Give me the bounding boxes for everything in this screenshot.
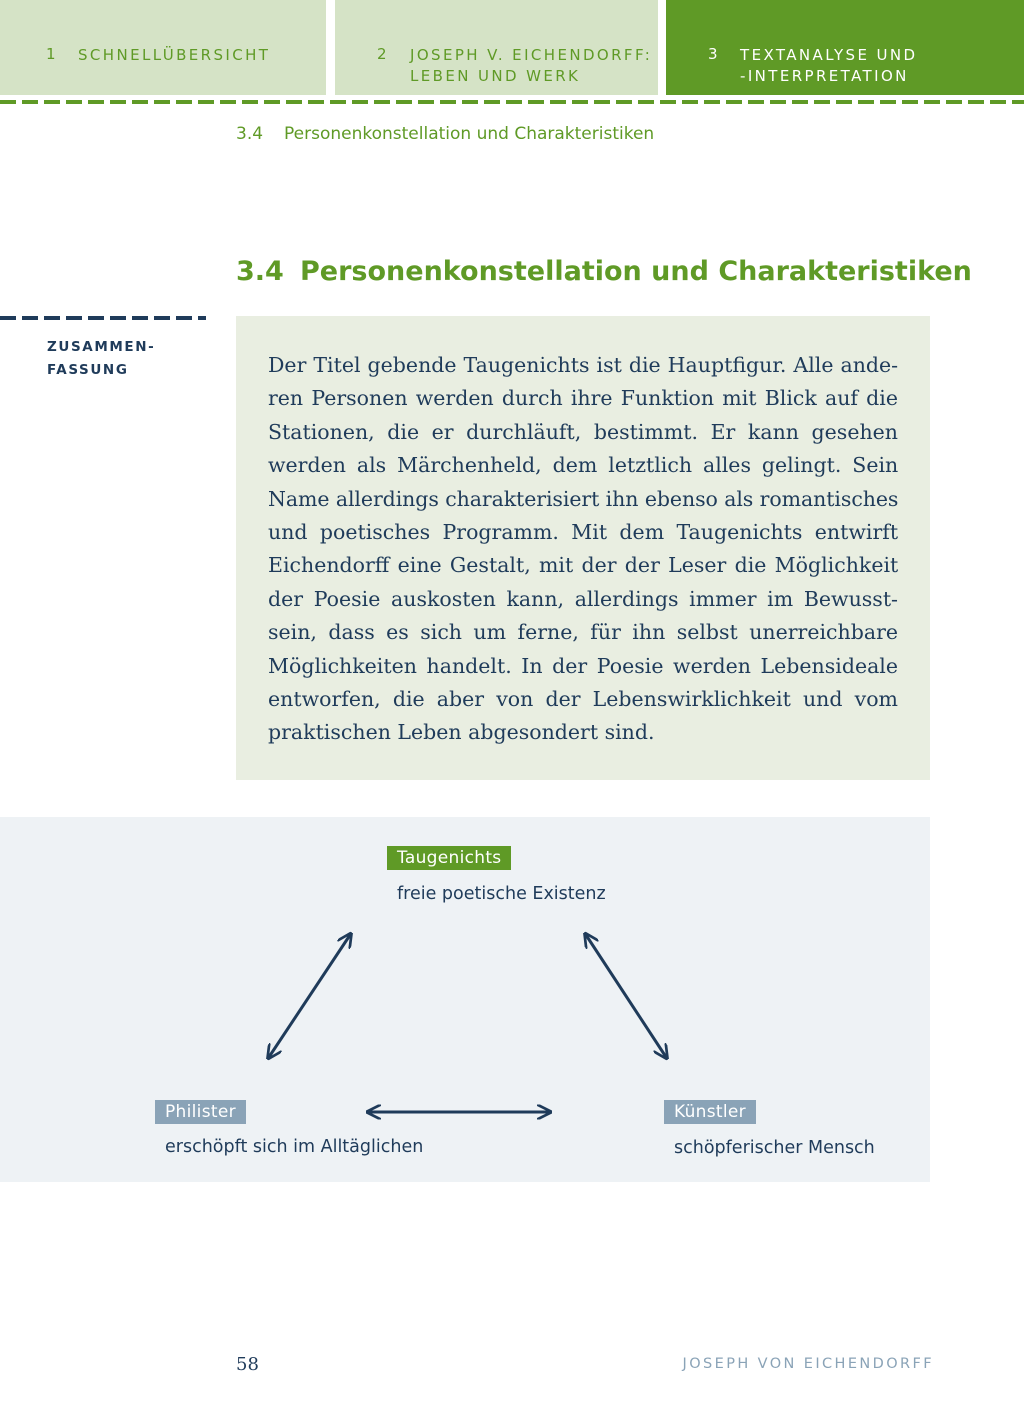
tab-label-line: TEXTANALYSE UND — [740, 46, 918, 64]
running-head — [236, 124, 654, 144]
summary-line: Möglichkeiten handelt. In der Poesie werden Lebensideale — [268, 653, 898, 678]
tab-schnelluebersicht[interactable] — [0, 0, 326, 95]
node-kuenstler-badge: Künstler — [664, 1100, 756, 1124]
section-title-text: Personenkonstellation und Charakteristiken — [300, 256, 972, 287]
summary-line: der Poesie auskosten kann, allerdings immer im Bewusst- — [268, 586, 898, 611]
side-label-line: ZUSAMMEN- — [47, 339, 156, 355]
summary-line: entworfen, die aber von der Lebenswirklichkeit und vom — [268, 687, 898, 712]
summary-side-label — [47, 336, 155, 382]
tab-label — [740, 45, 917, 87]
summary-line: sein, dass es sich um ferne, für ihn selbst unerreichbare — [268, 620, 898, 645]
running-head-number: 3.4 — [236, 124, 264, 144]
tab-leben-und-werk[interactable] — [335, 0, 658, 95]
tab-label-line: JOSEPH V. EICHENDORFF: — [410, 46, 653, 64]
arrow-taugenichts-kuenstler — [586, 935, 666, 1057]
node-philister-badge: Philister — [155, 1100, 246, 1124]
node-kuenstler-desc: schöpferischer Mensch — [674, 1138, 875, 1158]
summary-line: Name allerdings charakterisiert ihn ebenso als romantisches — [268, 486, 899, 511]
tab-label-line: LEBEN UND WERK — [410, 67, 581, 85]
summary-text — [268, 349, 898, 750]
header-dashed-divider — [0, 100, 1024, 104]
summary-line: werden als Märchenheld, dem letztlich alles gelingt. Sein — [268, 453, 899, 478]
footer-author: JOSEPH VON EICHENDORFF — [682, 1356, 934, 1372]
summary-line: und poetisches Programm. Mit dem Taugenichts entwirft — [268, 520, 899, 545]
tab-number: 1 — [46, 45, 58, 63]
character-constellation-diagram — [0, 817, 930, 1182]
node-taugenichts-desc: freie poetische Existenz — [397, 884, 606, 904]
node-philister-desc: erschöpft sich im Alltäglichen — [165, 1137, 424, 1157]
diagram-arrows — [0, 817, 930, 1182]
page-number: 58 — [236, 1354, 259, 1375]
tab-number: 3 — [708, 45, 720, 63]
summary-line: Eichendorff eine Gestalt, mit der der Leser die Möglichkeit — [268, 553, 899, 578]
side-label-line: FASSUNG — [47, 362, 129, 378]
node-taugenichts-badge: Taugenichts — [387, 846, 511, 870]
summary-line: Stationen, die er durchläuft, bestimmt. Er kann gesehen — [268, 419, 898, 444]
tab-number: 2 — [377, 45, 389, 63]
running-head-text: Personenkonstellation und Charakteristiken — [284, 124, 655, 144]
summary-line: Der Titel gebende Taugenichts ist die Hauptfigur. Alle ande- — [268, 353, 899, 377]
tab-label: SCHNELLÜBERSICHT — [78, 46, 271, 64]
tab-label — [410, 45, 652, 87]
side-dashed-divider — [0, 316, 206, 320]
tab-textanalyse[interactable] — [666, 0, 1024, 95]
summary-line: praktischen Leben abgesondert sind. — [268, 720, 655, 745]
section-title — [236, 256, 972, 287]
section-number: 3.4 — [236, 256, 284, 287]
arrow-philister-taugenichts — [269, 935, 350, 1057]
summary-line: ren Personen werden durch ihre Funktion mit Blick auf die — [268, 386, 898, 411]
tab-label-line: -INTERPRETATION — [740, 67, 909, 85]
